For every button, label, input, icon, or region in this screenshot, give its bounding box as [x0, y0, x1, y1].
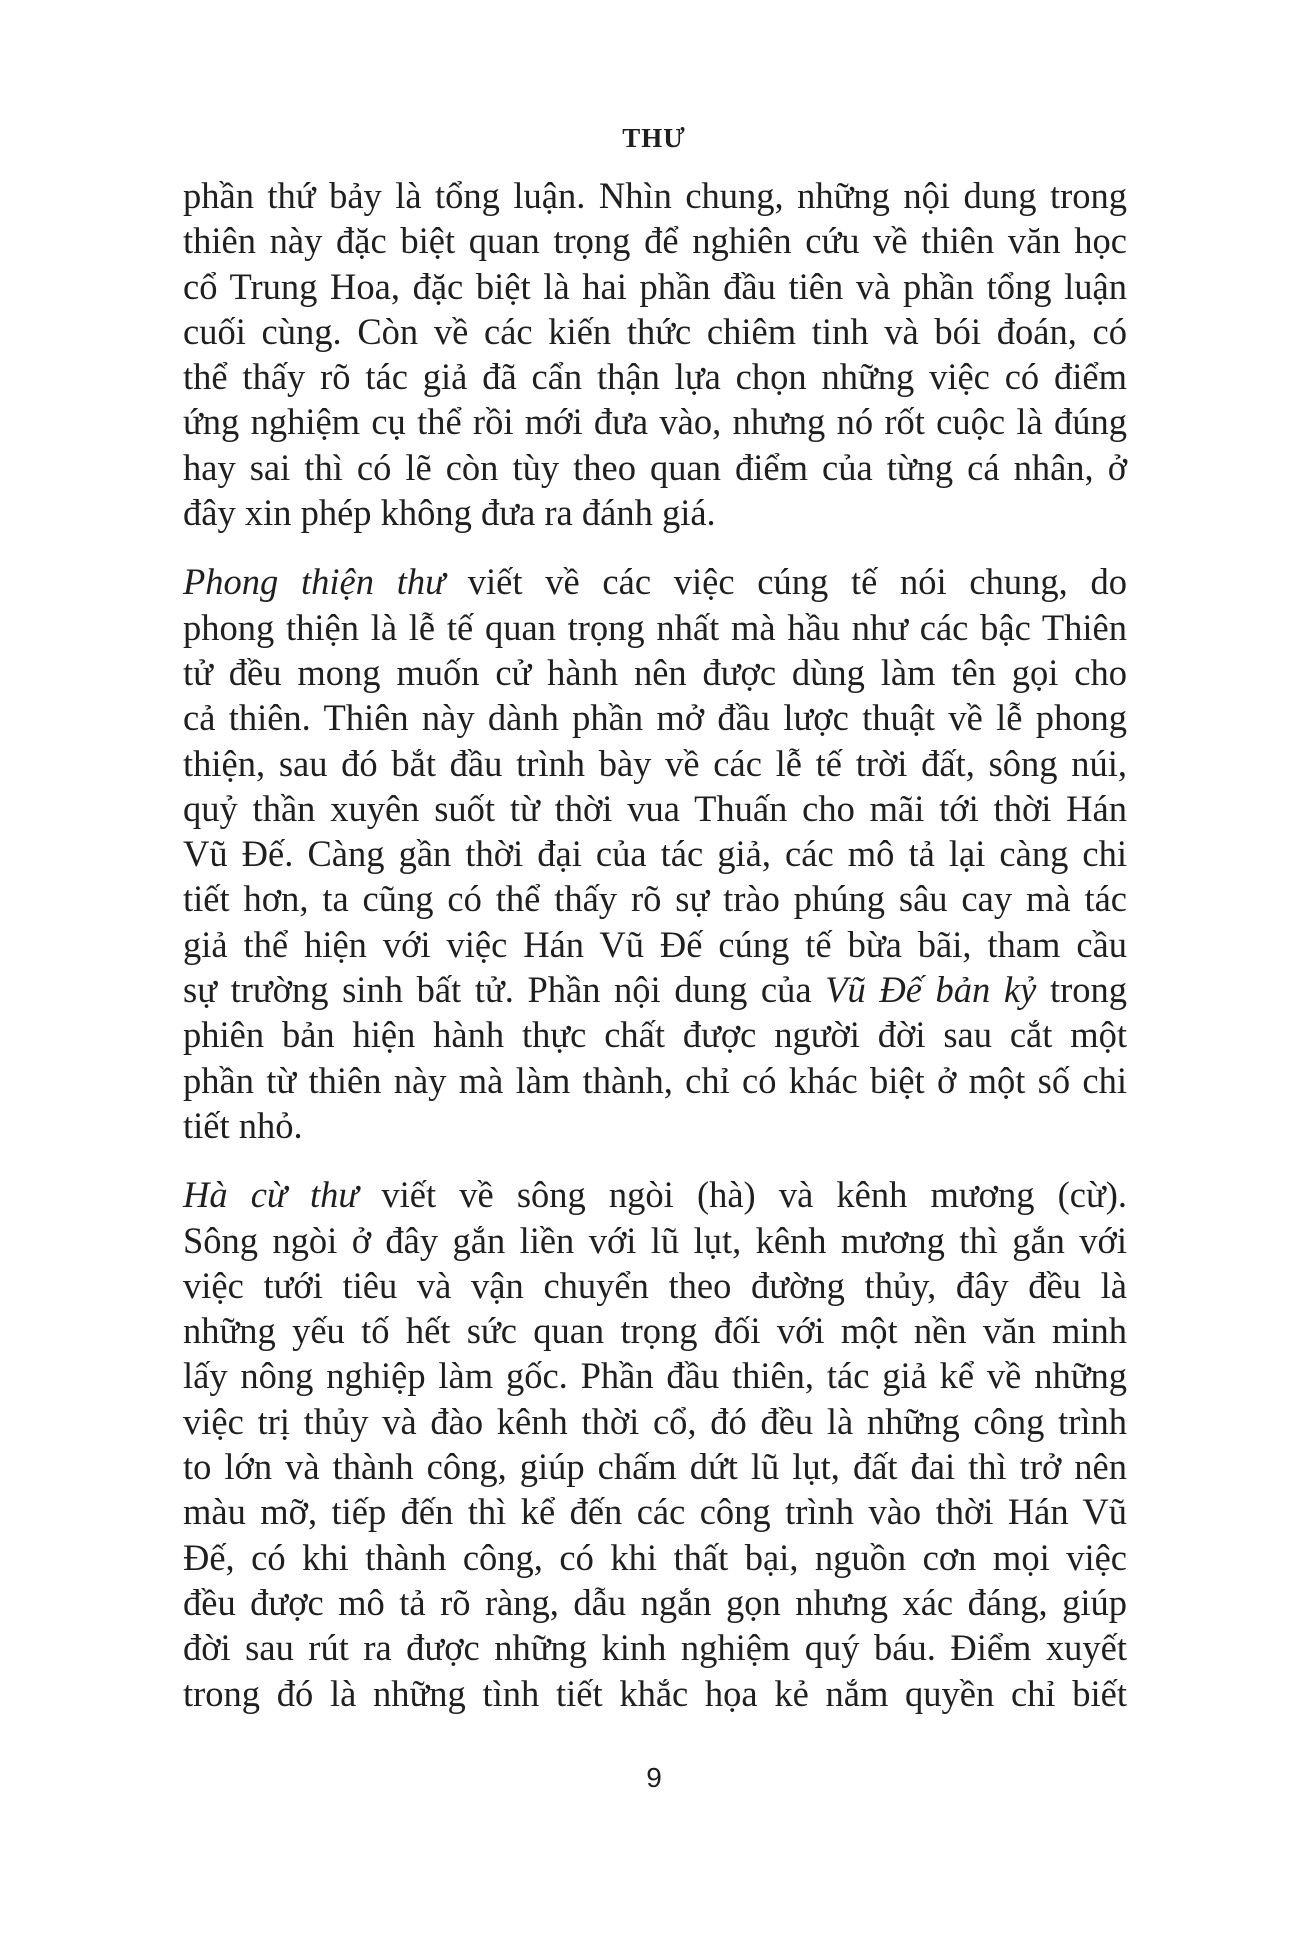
text-line: phần thứ bảy là tổng luận. Nhìn chung, những nội dung trong [183, 175, 1127, 216]
text-line [183, 967, 1127, 1012]
body-text [183, 173, 1127, 1716]
page-number: 9 [646, 1762, 662, 1793]
text-line: phiên bản hiện hành thực chất được người đời sau cắt một [183, 1014, 1127, 1056]
text-line: phần từ thiên này mà làm thành, chỉ có khác biệt ở một số chi [183, 1059, 1127, 1101]
text-line: thiện, sau đó bắt đầu trình bày về các lễ tế trời đất, sông núi, [183, 742, 1127, 784]
text-line: phong thiện là lễ tế quan trọng nhất mà hầu như các bậc Thiên [183, 606, 1127, 648]
text-line: cả thiên. Thiên này dành phần mở đầu lược thuật về lễ phong [183, 697, 1127, 739]
paragraph-3 [183, 1172, 1127, 1716]
book-title-italic: Vũ Đế bản kỷ [825, 969, 1037, 1011]
text-line: to lớn và thành công, giúp chấm dứt lũ lụt, đất đai thì trở nên [183, 1446, 1127, 1488]
text-line: quỷ thần xuyên suốt từ thời vua Thuấn cho mãi tới thời Hán [183, 787, 1127, 829]
text-line: đây xin phép không đưa ra đánh giá. [183, 492, 716, 534]
text-line: tiết hơn, ta cũng có thể thấy rõ sự trào phúng sâu cay mà tác [183, 878, 1127, 920]
book-title-italic: Hà cừ thư [183, 1174, 359, 1216]
text-line: Đế, có khi thành công, có khi thất bại, nguồn cơn mọi việc [183, 1536, 1127, 1578]
text-line: cuối cùng. Còn về các kiến thức chiêm tinh và bói đoán, có [183, 310, 1127, 352]
text-line: hay sai thì có lẽ còn tùy theo quan điểm của từng cá nhân, ở [183, 446, 1127, 488]
text-run: viết về sông ngòi (hà) và kênh mương (cừ). [358, 1174, 1128, 1216]
text-run: viết về các việc cúng tế nói chung, do [445, 561, 1127, 603]
text-line: thể thấy rõ tác giả đã cẩn thận lựa chọn những việc có điểm [183, 356, 1127, 398]
text-line: việc trị thủy và đào kênh thời cổ, đó đều là những công trình [183, 1400, 1127, 1442]
paragraph-1 [183, 173, 1127, 535]
text-line: màu mỡ, tiếp đến thì kể đến các công trình vào thời Hán Vũ [183, 1491, 1127, 1533]
text-line: Vũ Đế. Càng gần thời đại của tác giả, các mô tả lại càng chi [183, 833, 1127, 875]
text-line: giả thể hiện với việc Hán Vũ Đế cúng tế bừa bãi, tham cầu [183, 923, 1127, 965]
text-run: trong [1036, 969, 1128, 1011]
text-line: cổ Trung Hoa, đặc biệt là hai phần đầu tiên và phần tổng luận [183, 265, 1127, 307]
text-line: thiên này đặc biệt quan trọng để nghiên cứu về thiên văn học [183, 220, 1127, 262]
running-header: THƯ [622, 123, 686, 153]
text-line: đều được mô tả rõ ràng, dẫu ngắn gọn nhưng xác đáng, giúp [183, 1581, 1127, 1623]
paragraph-2 [183, 559, 1127, 1148]
text-line: đời sau rút ra được những kinh nghiệm quý báu. Điểm xuyết [183, 1627, 1127, 1669]
book-title-italic: Phong thiện thư [183, 561, 446, 603]
text-run: sự trường sinh bất tử. Phần nội dung của [183, 969, 826, 1011]
text-line: lấy nông nghiệp làm gốc. Phần đầu thiên, tác giả kể về những [183, 1355, 1127, 1397]
text-line: ứng nghiệm cụ thể rồi mới đưa vào, nhưng nó rốt cuộc là đúng [183, 401, 1127, 443]
text-line [183, 559, 1127, 604]
text-line: trong đó là những tình tiết khắc họa kẻ nắm quyền chỉ biết [183, 1672, 1127, 1714]
text-line [183, 1172, 1127, 1217]
text-line: tử đều mong muốn cử hành nên được dùng làm tên gọi cho [183, 651, 1127, 693]
text-line: những yếu tố hết sức quan trọng đối với một nền văn minh [183, 1310, 1127, 1352]
text-line: tiết nhỏ. [183, 1104, 303, 1146]
text-line: Sông ngòi ở đây gắn liền với lũ lụt, kênh mương thì gắn với [183, 1219, 1127, 1261]
text-line: việc tưới tiêu và vận chuyển theo đường thủy, đây đều là [183, 1264, 1127, 1306]
